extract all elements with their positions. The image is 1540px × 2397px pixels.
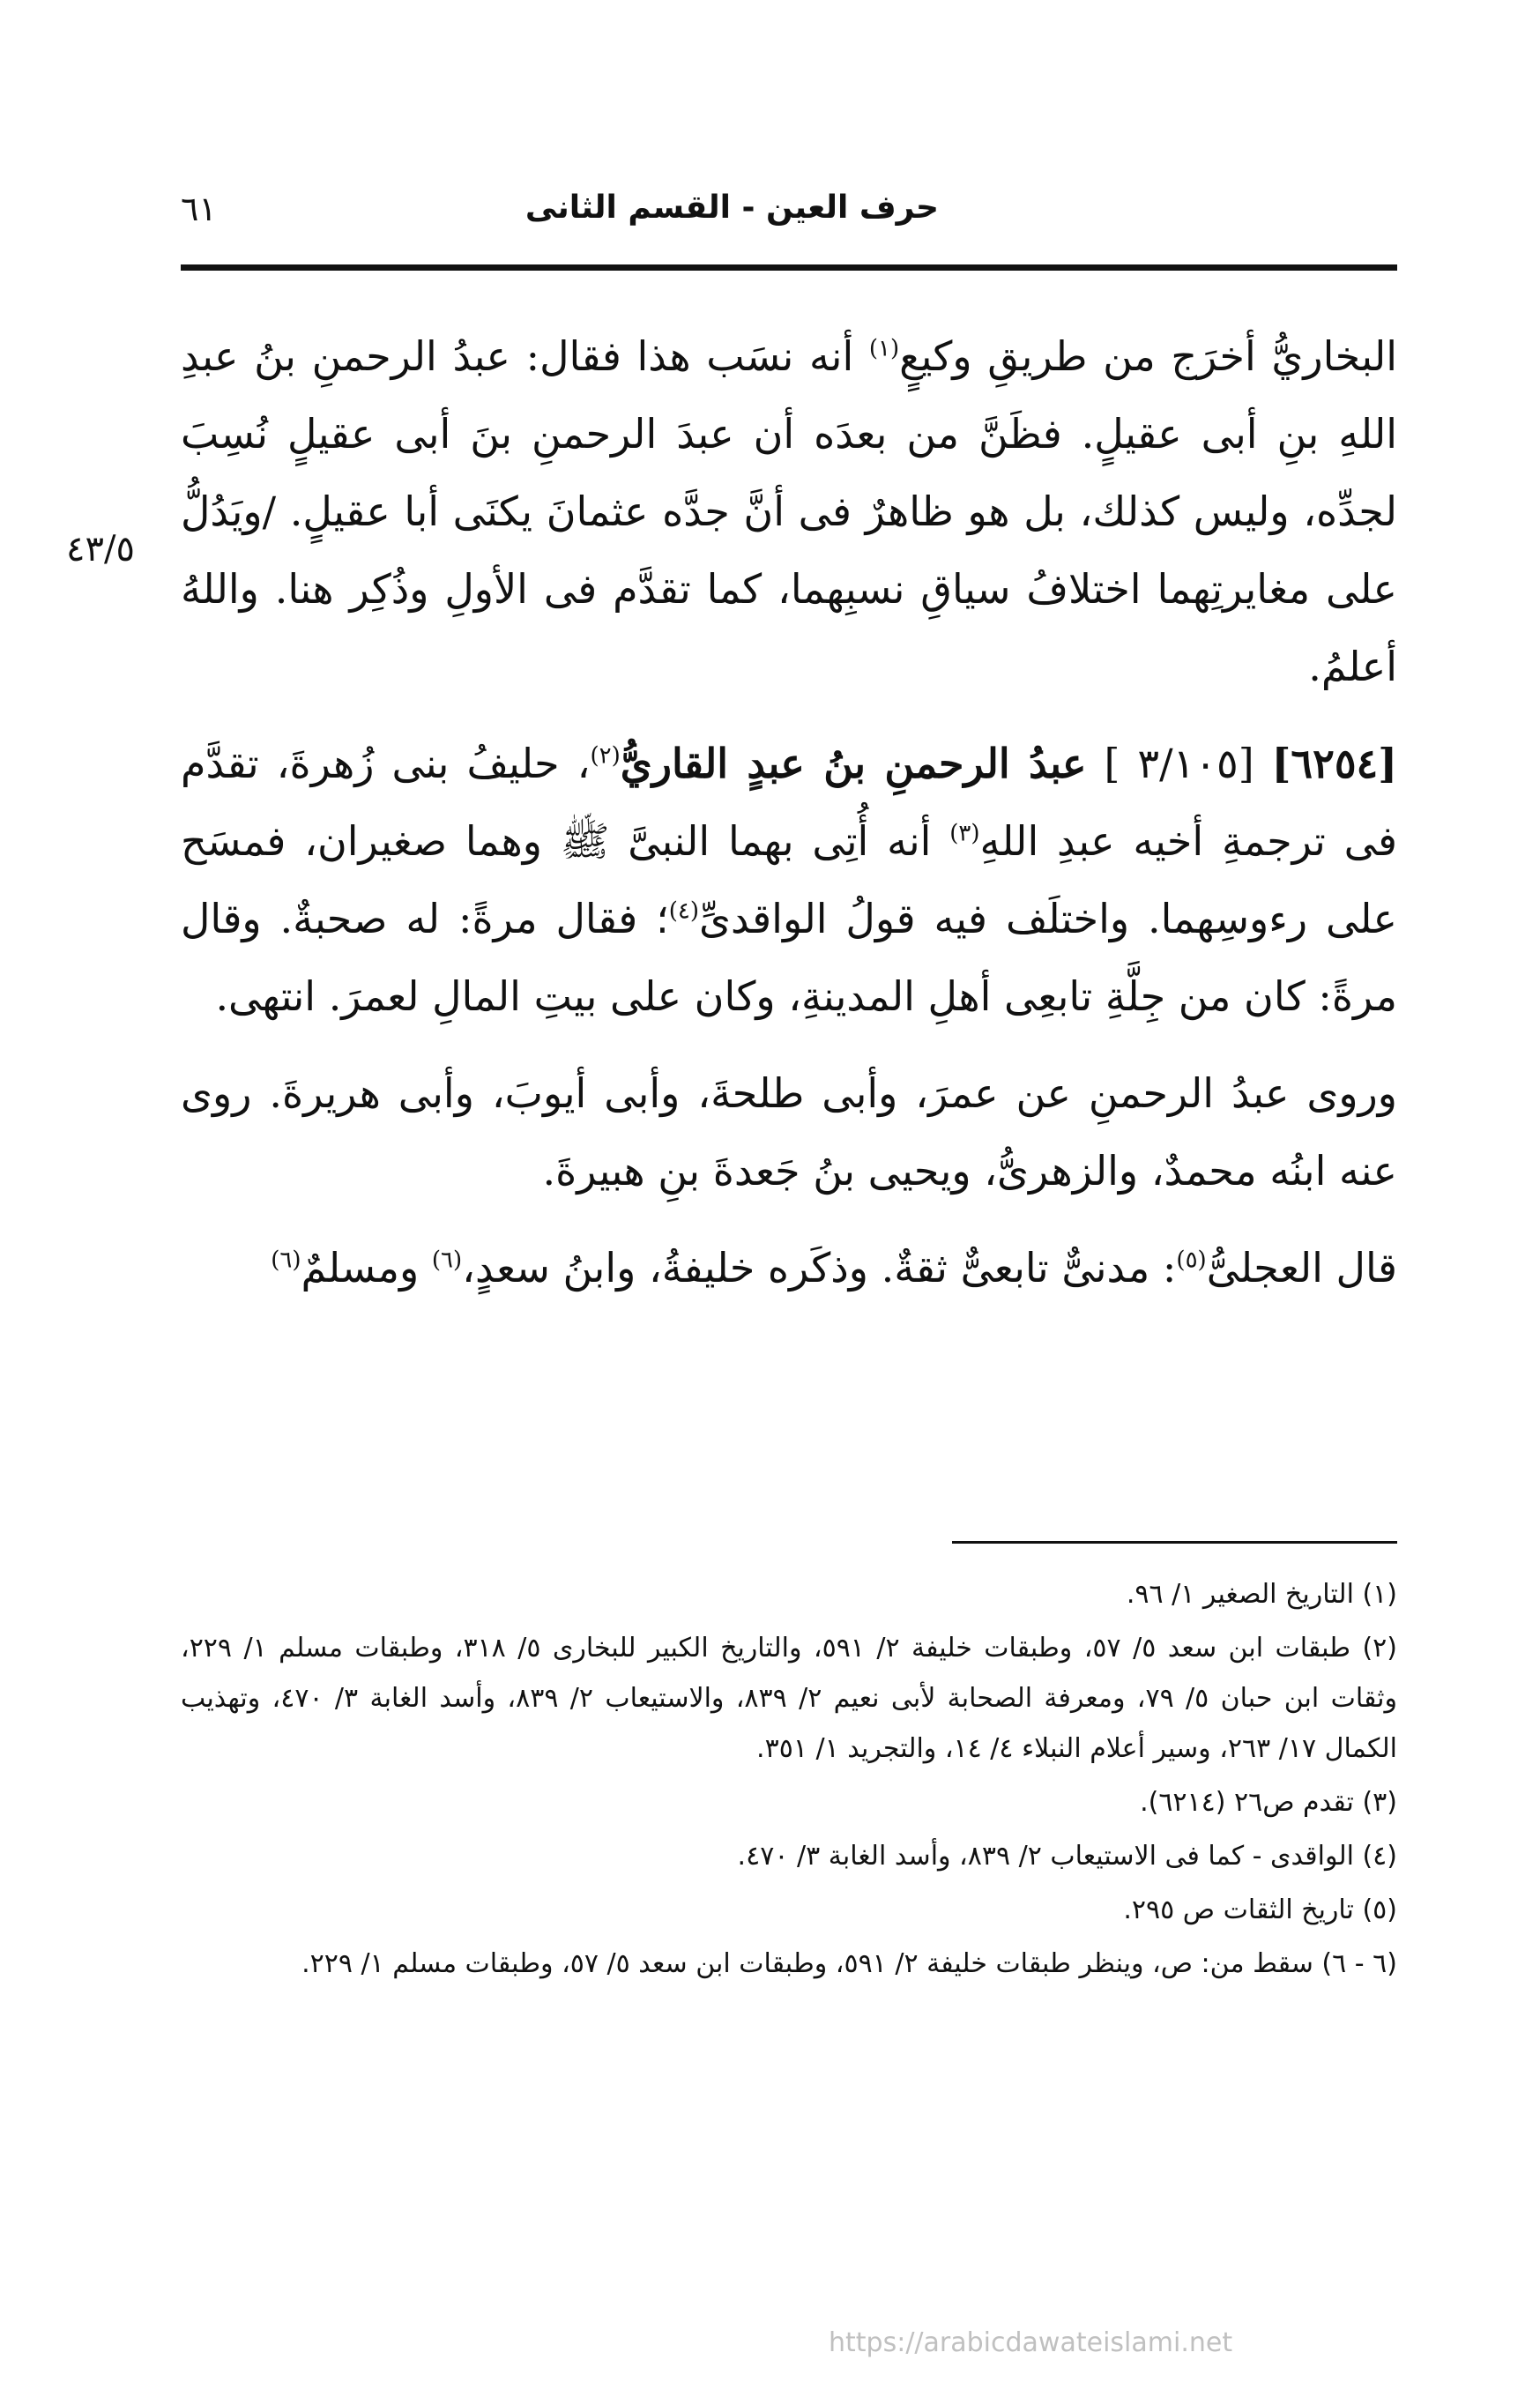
- footnote-4: (٤) الواقدى - كما فى الاستيعاب ٢/ ٨٣٩، وأسد الغابة ٣/ ٤٧٠.: [737, 1841, 1397, 1872]
- footnote-6: (٦ - ٦) سقط من: ص، وينظر طبقات خليفة ٢/ ٥٩١، وطبقات ابن سعد ٥/ ٥٧، وطبقات مسلم ١/ ٢٢٩.: [301, 1948, 1397, 1979]
- paragraph-continuation: [181, 317, 1397, 705]
- paragraph-text: أنه نسَب هذا فقال: عبدُ الرحمنِ بنُ عبدِ اللهِ بنِ أبى عقيلٍ. فظَنَّ من بعدَه أن عبدَ الرحمنِ بنَ أبى عقيلٍ نُسِبَ لجدِّه، وليس كذلك، بل هو ظاهرٌ فى أنَّ جدَّه عثمانَ يكنَى أبا عقيلٍ. /ويَدُلُّ على مغايرتِهما اختلافُ سياقِ نسبِهما، كما تقدَّم فى الأولِ وذُكِر هنا. واللهُ أعلمُ.: [181, 332, 1397, 690]
- running-title: حرف العين - القسم الثانى: [524, 190, 939, 226]
- footnote-2: (٢) طبقات ابن سعد ٥/ ٥٧، وطبقات خليفة ٢/ ٥٩١، والتاريخ الكبير للبخارى ٥/ ٣١٨، وطبقات مسلم ١/ ٢٢٩، وثقات ابن حبان ٥/ ٧٩، ومعرفة الصحابة لأبى نعيم ٢/ ٨٣٩، والاستيعاب ٢/ ٨٣٩، وأسد الغابة ٣/ ٤٧٠، وتهذيب الكمال ١٧/ ٢٦٣، وسير أعلام النبلاء ٤/ ١٤، والتجريد ١/ ٣٥١.: [181, 1633, 1397, 1764]
- footnote-3: (٣) تقدم ص٢٦ (٦٢١٤).: [1140, 1787, 1397, 1818]
- watermark-url: https://arabicdawateislami.net: [829, 2327, 1233, 2358]
- entry-name: عبدُ الرحمنِ بنُ عبدٍ القاريُّ: [620, 740, 1087, 787]
- page-number: ٦١: [181, 190, 217, 228]
- footnote-5: (٥) تاريخ الثقات ص ٢٩٥.: [1123, 1895, 1397, 1925]
- footnote-ref: (٣): [949, 820, 980, 847]
- paragraph-text: : مدنىٌّ تابعىٌّ ثقةٌ. وذكَره خليفةُ، وابنُ سعدٍ،: [462, 1244, 1177, 1292]
- entry-text: أنه أُتِى بهما النبىَّ ﷺ وهما صغيران، فمسَح على رءوسِهما. واختلَف فيه قولُ الواقدىِّ: [181, 817, 1397, 942]
- margin-reference: ٤٣/٥: [66, 529, 135, 569]
- paragraph-text: البخاريُّ أخرَج من طريقِ وكيعٍ: [899, 332, 1397, 380]
- main-text: [181, 317, 1397, 1326]
- footnote-ref: (٦): [271, 1247, 301, 1274]
- footnote-ref: (٦): [431, 1247, 463, 1274]
- assessment-paragraph: [181, 1229, 1397, 1306]
- footnote-ref: (٢): [590, 742, 621, 770]
- paragraph-text: ومسلمٌ: [301, 1244, 432, 1292]
- footnote-ref: (١): [868, 335, 900, 362]
- paragraph-text: قال العجلىُّ: [1206, 1244, 1397, 1292]
- header-rule: [181, 264, 1397, 271]
- narrators-paragraph: وروى عبدُ الرحمنِ عن عمرَ، وأبى طلحةَ، وأبى أيوبَ، وأبى هريرةَ. روى عنه ابنُه محمدٌ، والزهرىُّ، ويحيى بنُ جَعدةَ بنِ هبيرةَ.: [181, 1069, 1397, 1195]
- footnote-ref: (٥): [1176, 1247, 1207, 1274]
- footnote-rule: [952, 1541, 1397, 1544]
- footnote-ref: (٤): [668, 897, 700, 925]
- page-header: [181, 190, 1397, 242]
- entry-number: [٦٢٥٤]: [1271, 740, 1398, 787]
- entry-text: ؛ فقال مرةً: له صحبةٌ. وقال مرةً: كان من جِلَّةِ تابعِى أهلِ المدينةِ، وكان على بيتِ المالِ لعمرَ. انتهى.: [181, 895, 1397, 1020]
- footnotes: [181, 1569, 1397, 1992]
- biography-entry: [181, 725, 1397, 1035]
- entry-text: ، حليفُ بنى زُهرةَ، تقدَّم فى ترجمةِ أخيه عبدِ اللهِ: [181, 740, 1397, 865]
- footnote-1: (١) التاريخ الصغير ١/ ٩٦.: [1126, 1579, 1397, 1610]
- entry-codes: [٣/١٠٥ ]: [1104, 740, 1254, 787]
